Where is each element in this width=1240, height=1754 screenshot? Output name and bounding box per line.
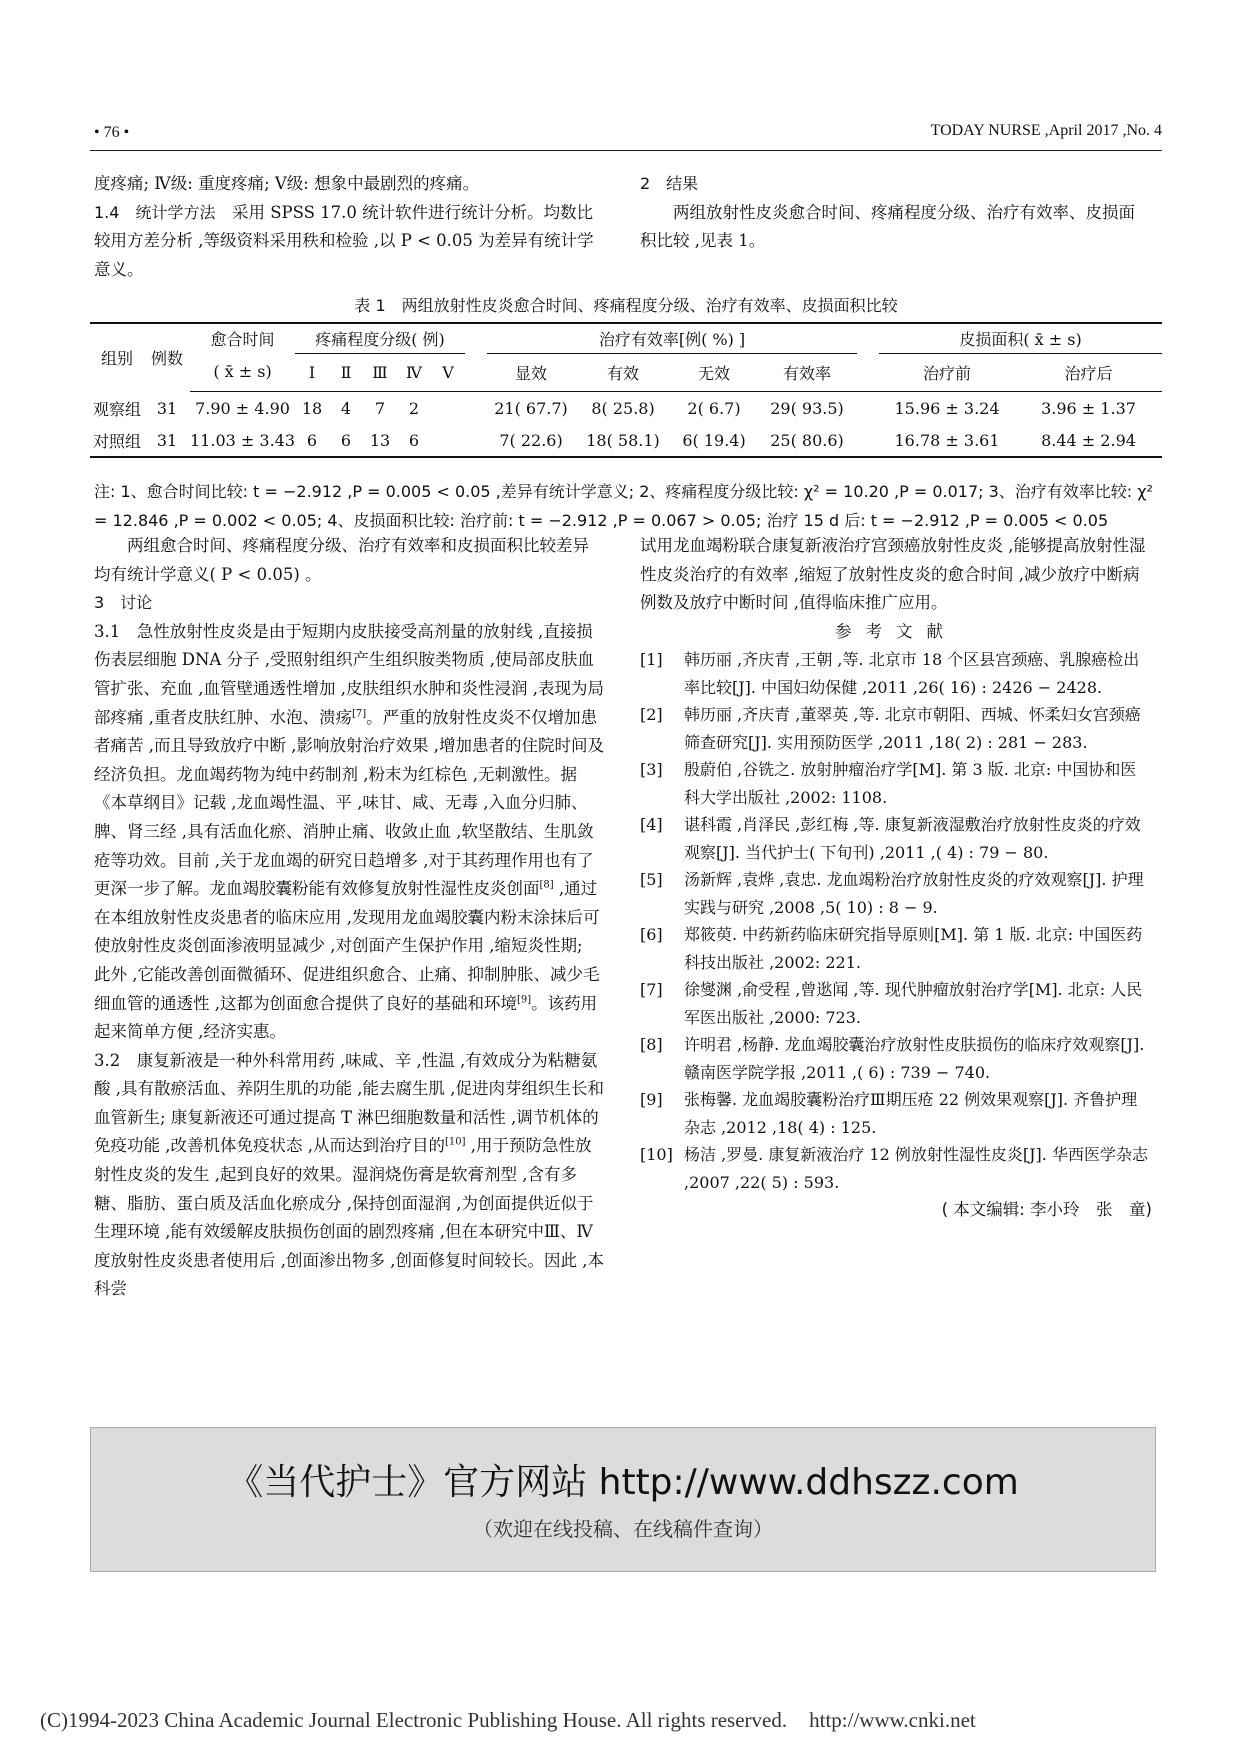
reference-number: [10]: [640, 1145, 673, 1165]
reference-text: 杨洁 ,罗曼. 康复新液治疗 12 例放射性湿性皮炎[J]. 华西医学杂志 ,2007 ,22( 5) : 593.: [684, 1145, 1148, 1192]
reference-text: 徐燮渊 ,俞受程 ,曾逖闻 ,等. 现代肿瘤放射治疗学[M]. 北京: 人民军医出版社 ,2000: 723.: [684, 980, 1143, 1027]
reference-item: [640, 756, 1152, 811]
reference-item: [640, 976, 1152, 1031]
citation-9: [9]: [517, 994, 532, 1005]
header-lesion-area: 皮损面积( x̄ ± s): [879, 323, 1162, 353]
reference-text: 郑筱萸. 中药新药临床研究指导原则[M]. 第 1 版. 北京: 中国医药科技出版社 ,2002: 221.: [684, 925, 1143, 972]
table-row: [90, 425, 1162, 457]
header-group: 组别: [100, 349, 133, 368]
results-table: [90, 322, 1162, 458]
header-cases: 例数: [150, 349, 183, 368]
row-area-after: 3.96 ± 1.37: [1041, 398, 1136, 418]
cnki-link[interactable]: http://www.cnki.net: [809, 1708, 976, 1732]
row-eff-effective: 8( 25.8): [591, 398, 655, 418]
row-eff-marked: 7( 22.6): [487, 425, 575, 457]
page-number: • 76 •: [94, 124, 130, 141]
website-banner: [90, 1427, 1156, 1572]
citation-7: [7]: [352, 708, 367, 720]
reference-number: [6]: [640, 925, 663, 945]
section-3-1-text-a: 3.1 急性放射性皮炎是由于短期内皮肤接受高剂量的放射线 ,直接损伤表层细胞 DNA 分子 ,受照射组织产生组织胺类物质 ,使局部皮肤血管扩张、充血 ,血管壁通透性增加 ,皮肤组织水肿和炎性浸润 ,表现为局部疼痛 ,重者皮肤红肿、水泡、溃疡: [94, 621, 604, 727]
row-area-before: 16.78 ± 3.61: [879, 425, 1015, 457]
reference-item: [640, 811, 1152, 866]
row-heal: 7.90 ± 4.90: [195, 398, 290, 418]
copyright-text: (C)1994-2023 China Academic Journal Electronic Publishing House. All rights reserved.: [40, 1708, 788, 1732]
row-pain-4: 6: [397, 425, 431, 457]
row-pain-3: 7: [374, 398, 386, 418]
left-column-top: [94, 170, 604, 284]
discussion-continued: 试用龙血竭粉联合康复新液治疗宫颈癌放射性皮炎 ,能够提高放射性湿性皮炎治疗的有效率 ,缩短了放射性皮炎的愈合时间 ,减少放疗中断病例数及放疗中断时间 ,值得临床推广应用。: [640, 536, 1146, 613]
table-note: 注: 1、愈合时间比较: t = −2.912 ,P = 0.005 < 0.05 ,差异有统计学意义; 2、疼痛程度分级比较: χ² = 10.20 ,P = 0.017; 3、治疗有效率比较: χ² = 12.846 ,P = 0.002 < 0.05; 4、皮损面积比较: 治疗前: t = −2.912 ,P = 0.067 > 0.05; 治疗 15 d 后: t = −2.912 ,P = 0.005 < 0.05: [94, 482, 1153, 530]
reference-number: [4]: [640, 815, 663, 835]
pain-grade-2: Ⅱ: [329, 353, 363, 391]
pain-grade-3: Ⅲ: [363, 353, 397, 391]
section-3-title: 3 讨论: [94, 593, 153, 613]
pain-grade-text: 度疼痛; Ⅳ级: 重度疼痛; Ⅴ级: 想象中最剧烈的疼痛。: [94, 174, 480, 193]
copyright-footer: [40, 1708, 976, 1733]
reference-number: [3]: [640, 760, 663, 780]
banner-title: 《当代护士》官方网站 http://www.ddhszz.com: [227, 1462, 1019, 1503]
section-3-1-text-b: 。严重的放射性皮炎不仅增加患者痛苦 ,而且导致放疗中断 ,影响放射治疗效果 ,增加患者的住院时间及经济负担。龙血竭药物为纯中药制剂 ,粉末为红棕色 ,无刺激性。据《本草纲目》记载 ,龙血竭性温、平 ,味甘、咸、无毒 ,入血分归肺、脾、肾三经 ,具有活血化瘀、消肿止痛、收敛止血 ,软坚散结、生肌敛疮等功效。目前 ,关于龙血竭的研究日趋增多 ,对于其药理作用也有了更深一步了解。龙血竭胶囊粉能有效修复放射性湿性皮炎创面: [94, 707, 604, 899]
stats-paragraph: [94, 199, 604, 285]
header-healing-time: 愈合时间: [210, 330, 275, 349]
reference-number: [2]: [640, 705, 663, 725]
row-pain-2: 4: [340, 398, 352, 418]
section-2-title: 2 结果: [640, 174, 699, 193]
reference-list: [640, 646, 1152, 1196]
eff-col-marked: 显效: [487, 353, 575, 391]
section-3-1: [94, 618, 604, 1047]
reference-text: 谌科霞 ,肖泽民 ,彭红梅 ,等. 康复新液湿敷治疗放射性皮炎的疗效观察[J]. 当代护士( 下旬刊) ,2011 ,( 4) : 79 − 80.: [684, 815, 1141, 862]
header-rule: [90, 150, 1162, 151]
header-pain-grade: 疼痛程度分级( 例): [295, 323, 465, 353]
section-1-4-title: 1.4 统计学方法: [94, 202, 216, 222]
section-3-1-text-c: ,通过在本组放射性皮炎患者的临床应用 ,发现用龙血竭胶囊内粉末涂抹后可使放射性皮炎创面渗液明显减少 ,对创面产生保护作用 ,缩短炎性期; 此外 ,它能改善创面微循环、促进组织愈合、止痛、抑制肿胀、减少毛细血管的通透性 ,这都为创面愈合提供了良好的基础和环境: [94, 879, 600, 1013]
right-column-top: [640, 170, 1150, 256]
eff-col-ineffective: 无效: [671, 353, 757, 391]
left-column: [94, 532, 604, 1304]
pain-grade-5: Ⅴ: [431, 353, 465, 391]
results-summary: 两组愈合时间、疼痛程度分级、治疗有效率和皮损面积比较差异均有统计学意义( P < 0.05) 。: [94, 536, 589, 584]
row-group: 观察组: [92, 399, 141, 419]
reference-text: 殷蔚伯 ,谷铣之. 放射肿瘤治疗学[M]. 第 3 版. 北京: 中国协和医科大学出版社 ,2002: 1108.: [684, 760, 1137, 807]
row-group: 对照组: [90, 425, 144, 457]
row-eff-effective: 18( 58.1): [575, 425, 671, 457]
eff-col-rate: 有效率: [757, 353, 857, 391]
citation-8: [8]: [539, 879, 554, 891]
table-row: [90, 391, 1162, 425]
row-eff-ineffective: 6( 19.4): [671, 425, 757, 457]
reference-text: 许明君 ,杨静. 龙血竭胶囊治疗放射性皮肤损伤的临床疗效观察[J]. 赣南医学院学报 ,2011 ,( 6) : 739 − 740.: [684, 1035, 1145, 1082]
reference-item: [640, 866, 1152, 921]
area-col-before: 治疗前: [879, 353, 1015, 391]
reference-number: [7]: [640, 980, 663, 1000]
row-pain-3: 13: [363, 425, 397, 457]
row-eff-ineffective: 2( 6.7): [687, 398, 741, 418]
area-col-after: 治疗后: [1015, 353, 1162, 391]
section-3-2-text-a: 3.2 康复新液是一种外科常用药 ,味咸、辛 ,性温 ,有效成分为粘糖氨酸 ,具有散瘀活血、养阴生肌的功能 ,能去腐生肌 ,促进肉芽组织生长和血管新生; 康复新液还可通过提高 T 淋巴细胞数量和活性 ,调节机体的免疫功能 ,改善机体免疫状态 ,从而达到治疗目的: [94, 1050, 604, 1156]
journal-header: TODAY NURSE ,April 2017 ,No. 4: [930, 122, 1162, 139]
eff-col-effective: 有效: [575, 353, 671, 391]
section-3-1-text-d: 。该药用起来简单方便 ,经济实惠。: [94, 993, 598, 1042]
section-3-2-text-b: ,用于预防急性放射性皮炎的发生 ,起到良好的效果。湿润烧伤膏是软膏剂型 ,含有多糖、脂肪、蛋白质及活血化瘀成分 ,保持创面湿润 ,为创面提供近似于生理环境 ,能有效缓解皮肤损伤创面的剧烈疼痛 ,但在本研究中Ⅲ、Ⅳ度放射性皮炎患者使用后 ,创面渗出物多 ,创面修复时间较长。因此 ,本科尝: [94, 1136, 604, 1299]
section-3-2: [94, 1047, 604, 1304]
row-pain-1: 18: [301, 398, 323, 418]
row-pain-1: 6: [295, 425, 329, 457]
reference-text: 韩历丽 ,齐庆青 ,董翠英 ,等. 北京市朝阳、西城、怀柔妇女宫颈癌筛查研究[J]. 实用预防医学 ,2011 ,18( 2) : 281 − 283.: [684, 705, 1141, 752]
row-pain-5: [431, 425, 465, 457]
citation-10: [10]: [444, 1136, 466, 1148]
editor-credit: ( 本文编辑: 李小玲 张 童): [941, 1200, 1152, 1220]
table-title: 表 1 两组放射性皮炎愈合时间、疼痛程度分级、治疗有效率、皮损面积比较: [354, 296, 898, 315]
pain-grade-4: Ⅳ: [397, 353, 431, 391]
reference-number: [1]: [640, 650, 663, 670]
reference-number: [5]: [640, 870, 663, 890]
header-efficacy: 治疗有效率[例( %) ]: [487, 323, 857, 353]
reference-item: [640, 921, 1152, 976]
row-eff-marked: 21( 67.7): [494, 398, 568, 418]
row-area-after: 8.44 ± 2.94: [1015, 425, 1162, 457]
reference-text: 张梅馨. 龙血竭胶囊粉治疗Ⅲ期压疮 22 例效果观察[J]. 齐鲁护理杂志 ,2012 ,18( 4) : 125.: [684, 1090, 1138, 1137]
row-pain-4: 2: [408, 398, 420, 418]
reference-item: [640, 1031, 1152, 1086]
reference-item: [640, 646, 1152, 701]
right-column: [640, 532, 1152, 1225]
reference-item: [640, 1141, 1152, 1196]
banner-subtitle: （欢迎在线投稿、在线稿件查询）: [473, 1517, 773, 1541]
row-heal: 11.03 ± 3.43: [190, 425, 295, 457]
reference-item: [640, 1086, 1152, 1141]
row-area-before: 15.96 ± 3.24: [894, 398, 1000, 418]
row-n: 31: [144, 425, 190, 457]
section-2-text: 两组放射性皮炎愈合时间、疼痛程度分级、治疗有效率、皮损面积比较 ,见表 1。: [640, 202, 1135, 251]
pain-grade-1: Ⅰ: [295, 353, 329, 391]
reference-item: [640, 701, 1152, 756]
row-pain-5: [431, 391, 465, 425]
row-n: 31: [156, 398, 178, 418]
section-1-4-text: 采用 SPSS 17.0 统计软件进行统计分析。均数比较用方差分析 ,等级资料采用秩和检验 ,以 P < 0.05 为差异有统计学意义。: [94, 202, 594, 279]
reference-text: 汤新辉 ,袁烨 ,袁忠. 龙血竭粉治疗放射性皮炎的疗效观察[J]. 护理实践与研究 ,2008 ,5( 10) : 8 − 9.: [684, 870, 1144, 917]
row-eff-rate: 29( 93.5): [770, 398, 844, 418]
reference-text: 韩历丽 ,齐庆青 ,王朝 ,等. 北京市 18 个区县宫颈癌、乳腺癌检出率比较[J]. 中国妇幼保健 ,2011 ,26( 16) : 2426 − 2428.: [684, 650, 1140, 697]
row-pain-2: 6: [329, 425, 363, 457]
row-eff-rate: 25( 80.6): [757, 425, 857, 457]
reference-number: [9]: [640, 1090, 663, 1110]
reference-number: [8]: [640, 1035, 663, 1055]
header-healing-unit: ( x̄ ± s): [190, 353, 295, 391]
references-title: 参考文献: [835, 621, 957, 641]
